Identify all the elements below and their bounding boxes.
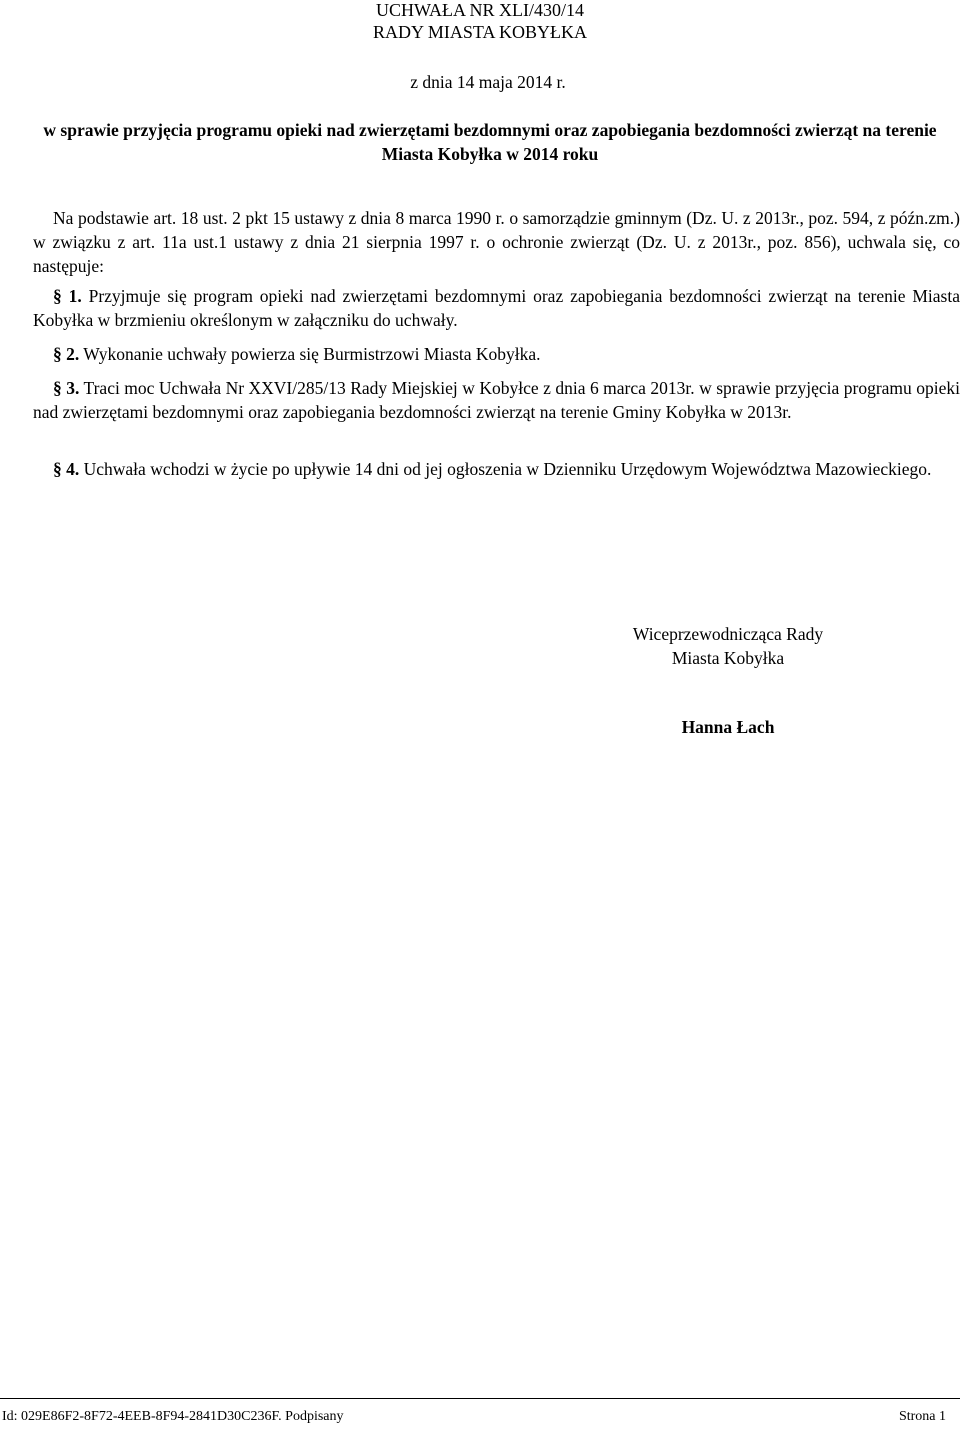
section-4-text: Uchwała wchodzi w życie po upływie 14 dni od jej ogłoszenia w Dzienniku Urzędowym Województwa Mazowieckiego. <box>79 459 932 479</box>
signatory-role <box>598 622 858 670</box>
signatory-role-line-2: Miasta Kobyłka <box>671 648 785 668</box>
section-1-number: § 1. <box>53 286 82 306</box>
signatory-name: Hanna Łach <box>681 717 775 737</box>
section-4 <box>33 457 960 481</box>
preamble-text: Na podstawie art. 18 ust. 2 pkt 15 ustawy z dnia 8 marca 1990 r. o samorządzie gminnym (Dz. U. z 2013r., poz. 594, z późn.zm.) w związku z art. 11a ust.1 ustawy z dnia 21 sierpnia 1997 r. o ochronie zwierząt (Dz. U. z 2013r., poz. 856), uchwala się, co następuje: <box>33 208 960 276</box>
section-3-number: § 3. <box>53 378 80 398</box>
page-footer <box>0 1398 960 1429</box>
section-3 <box>33 376 960 424</box>
section-2-number: § 2. <box>53 344 80 364</box>
section-3-text: Traci moc Uchwała Nr XXVI/285/13 Rady Miejskiej w Kobyłce z dnia 6 marca 2013r. w sprawie przyjęcia programu opieki nad zwierzętami bezdomnymi oraz zapobiegania bezdomności zwierząt na terenie Gminy Kobyłka w 2013r. <box>33 378 960 422</box>
section-1 <box>33 284 960 332</box>
section-2-text: Wykonanie uchwały powierza się Burmistrzowi Miasta Kobyłka. <box>79 344 541 364</box>
resolution-subject: w sprawie przyjęcia programu opieki nad zwierzętami bezdomnymi oraz zapobiegania bezdomności zwierząt na terenie Miasta Kobyłka w 2014 roku <box>43 120 937 164</box>
section-2 <box>33 342 960 366</box>
resolution-date: z dnia 14 maja 2014 r. <box>410 72 566 92</box>
preamble <box>33 206 960 278</box>
section-4-number: § 4. <box>53 459 80 479</box>
signatory-role-line-1: Wiceprzewodnicząca Rady <box>632 624 824 644</box>
council-name: RADY MIASTA KOBYŁKA <box>373 22 587 42</box>
document-id: Id: 029E86F2-8F72-4EEB-8F94-2841D30C236F. Podpisany <box>2 1409 344 1424</box>
section-1-text: Przyjmuje się program opieki nad zwierzętami bezdomnymi oraz zapobiegania bezdomności zwierząt na terenie Miasta Kobyłka w brzmieniu określonym w załączniku do uchwały. <box>33 286 960 330</box>
resolution-number: UCHWAŁA NR XLI/430/14 <box>376 0 584 20</box>
page-number: Strona 1 <box>898 1409 946 1424</box>
